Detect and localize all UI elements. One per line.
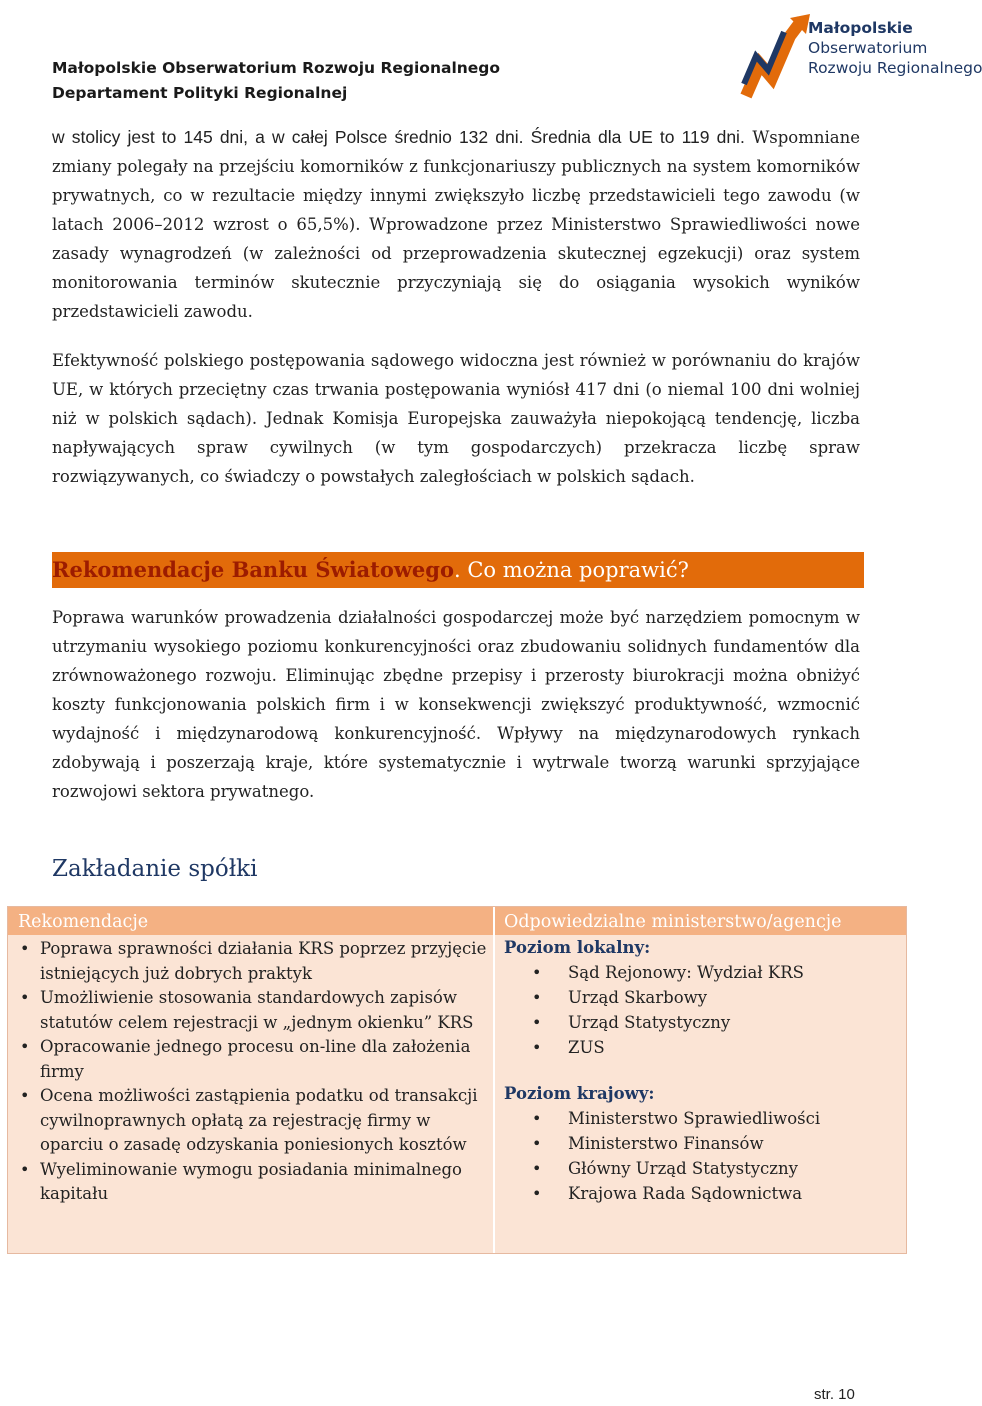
paragraph-bailiffs-rest: Wspomniane zmiany polegały na przejściu komorników z funkcjonariuszy publicznych na system komorników prywatnych, co w rezultacie między innymi zwiększyło liczbę przedstawicieli tego zawodu (w latach 2006–2012 wzrost o 65,5%). Wprowadzone przez Ministerstwo Sprawiedliwości nowe zasady wynagrodzeń (w zależności od przeprowadzenia skutecznej egzekucji) oraz system monitorowania terminów skutecznie przyczyniają się do osiągania wysokich wyników przedstawicieli zawodu.	[52, 128, 861, 321]
logo-line-2: Obserwatorium	[808, 39, 928, 57]
local-level-label: Poziom lokalny:	[504, 938, 651, 957]
list-item: • Opracowanie jednego procesu on-line dla założenia firmy	[20, 1035, 490, 1084]
list-item: • ZUS	[504, 1035, 904, 1060]
local-agencies-list	[504, 960, 904, 1060]
recommendations-list	[20, 937, 490, 1207]
list-item: • Poprawa sprawności działania KRS poprzez przyjęcie istniejących już dobrych praktyk	[20, 937, 490, 986]
list-item: • Ocena możliwości zastąpienia podatku od transakcji cywilnoprawnych opłatą za rejestrację firmy w oparciu o zasadę odzyskania poniesionych kosztów	[20, 1084, 490, 1158]
page-number: str. 10	[814, 1386, 855, 1403]
header-department: Departament Polityki Regionalnej	[52, 84, 348, 102]
table-header-recommendations: Rekomendacje	[8, 907, 494, 935]
responsible-agencies	[504, 935, 904, 1227]
paragraph-bailiffs-first-line: w stolicy jest to 145 dni, a w całej Polsce średnio 132 dni. Średnia dla UE to 119 dni.	[52, 127, 745, 147]
section-title: Zakładanie spółki	[52, 856, 258, 882]
list-item: • Umożliwienie stosowania standardowych zapisów statutów celem rejestracji w „jednym okienku” KRS	[20, 986, 490, 1035]
list-item: • Ministerstwo Sprawiedliwości	[504, 1106, 904, 1131]
banner-heading-bold: Rekomendacje Banku Światowego	[52, 557, 454, 582]
banner-heading	[52, 556, 689, 584]
logo-line-3: Rozwoju Regionalnego	[808, 59, 982, 77]
paragraph-business-conditions	[52, 603, 860, 806]
list-item: • Ministerstwo Finansów	[504, 1131, 904, 1156]
logo-arrow-icon	[742, 12, 812, 102]
list-item: • Krajowa Rada Sądownictwa	[504, 1181, 904, 1206]
section-banner	[52, 552, 864, 588]
paragraph-business-conditions-text: Poprawa warunków prowadzenia działalności gospodarczej może być narzędziem pomocnym w utrzymaniu wysokiego poziomu konkurencyjności oraz zbudowaniu solidnych fundamentów dla zrównoważonego rozwoju. Eliminując zbędne przepisy i przerosty biurokracji można obniżyć koszty funkcjonowania polskich firm i w konsekwencji zwiększyć produktywność, wzmocnić wydajność i międzynarodową konkurencyjność. Wpływy na międzynarodowych rynkach zdobywają i poszerzają kraje, które systematycznie i wytrwale tworzą warunki sprzyjające rozwojowi sektora prywatnego.	[52, 608, 860, 801]
organization-logo	[742, 12, 982, 102]
national-agencies-list	[504, 1106, 904, 1206]
list-item: • Główny Urząd Statystyczny	[504, 1156, 904, 1181]
list-item: • Urząd Skarbowy	[504, 985, 904, 1010]
table-header-responsible: Odpowiedzialne ministerstwo/agencje	[494, 907, 906, 935]
recommendations-table	[7, 906, 907, 1254]
list-item: • Sąd Rejonowy: Wydział KRS	[504, 960, 904, 985]
paragraph-court-efficiency-text: Efektywność polskiego postępowania sądowego widoczna jest również w porównaniu do krajów UE, w których przeciętny czas trwania postępowania wyniósł 417 dni (o niemal 100 dni wolniej niż w polskich sądach). Jednak Komisja Europejska zauważyła niepokojącą tendencję, liczba napływających spraw cywilnych (w tym gospodarczych) przekracza liczbę spraw rozwiązywanych, co świadczy o powstałych zaległościach w polskich sądach.	[52, 351, 860, 486]
document-header	[52, 56, 500, 106]
table-column-divider	[493, 907, 495, 1253]
paragraph-bailiffs	[52, 123, 860, 326]
national-level-label: Poziom krajowy:	[504, 1084, 655, 1103]
logo-line-1: Małopolskie	[808, 19, 913, 37]
header-organization: Małopolskie Obserwatorium Rozwoju Regionalnego	[52, 59, 501, 77]
list-item: • Urząd Statystyczny	[504, 1010, 904, 1035]
paragraph-court-efficiency	[52, 346, 860, 491]
banner-heading-rest: . Co można poprawić?	[453, 558, 689, 582]
list-item: • Wyeliminowanie wymogu posiadania minimalnego kapitału	[20, 1158, 490, 1207]
logo-text	[808, 18, 982, 78]
